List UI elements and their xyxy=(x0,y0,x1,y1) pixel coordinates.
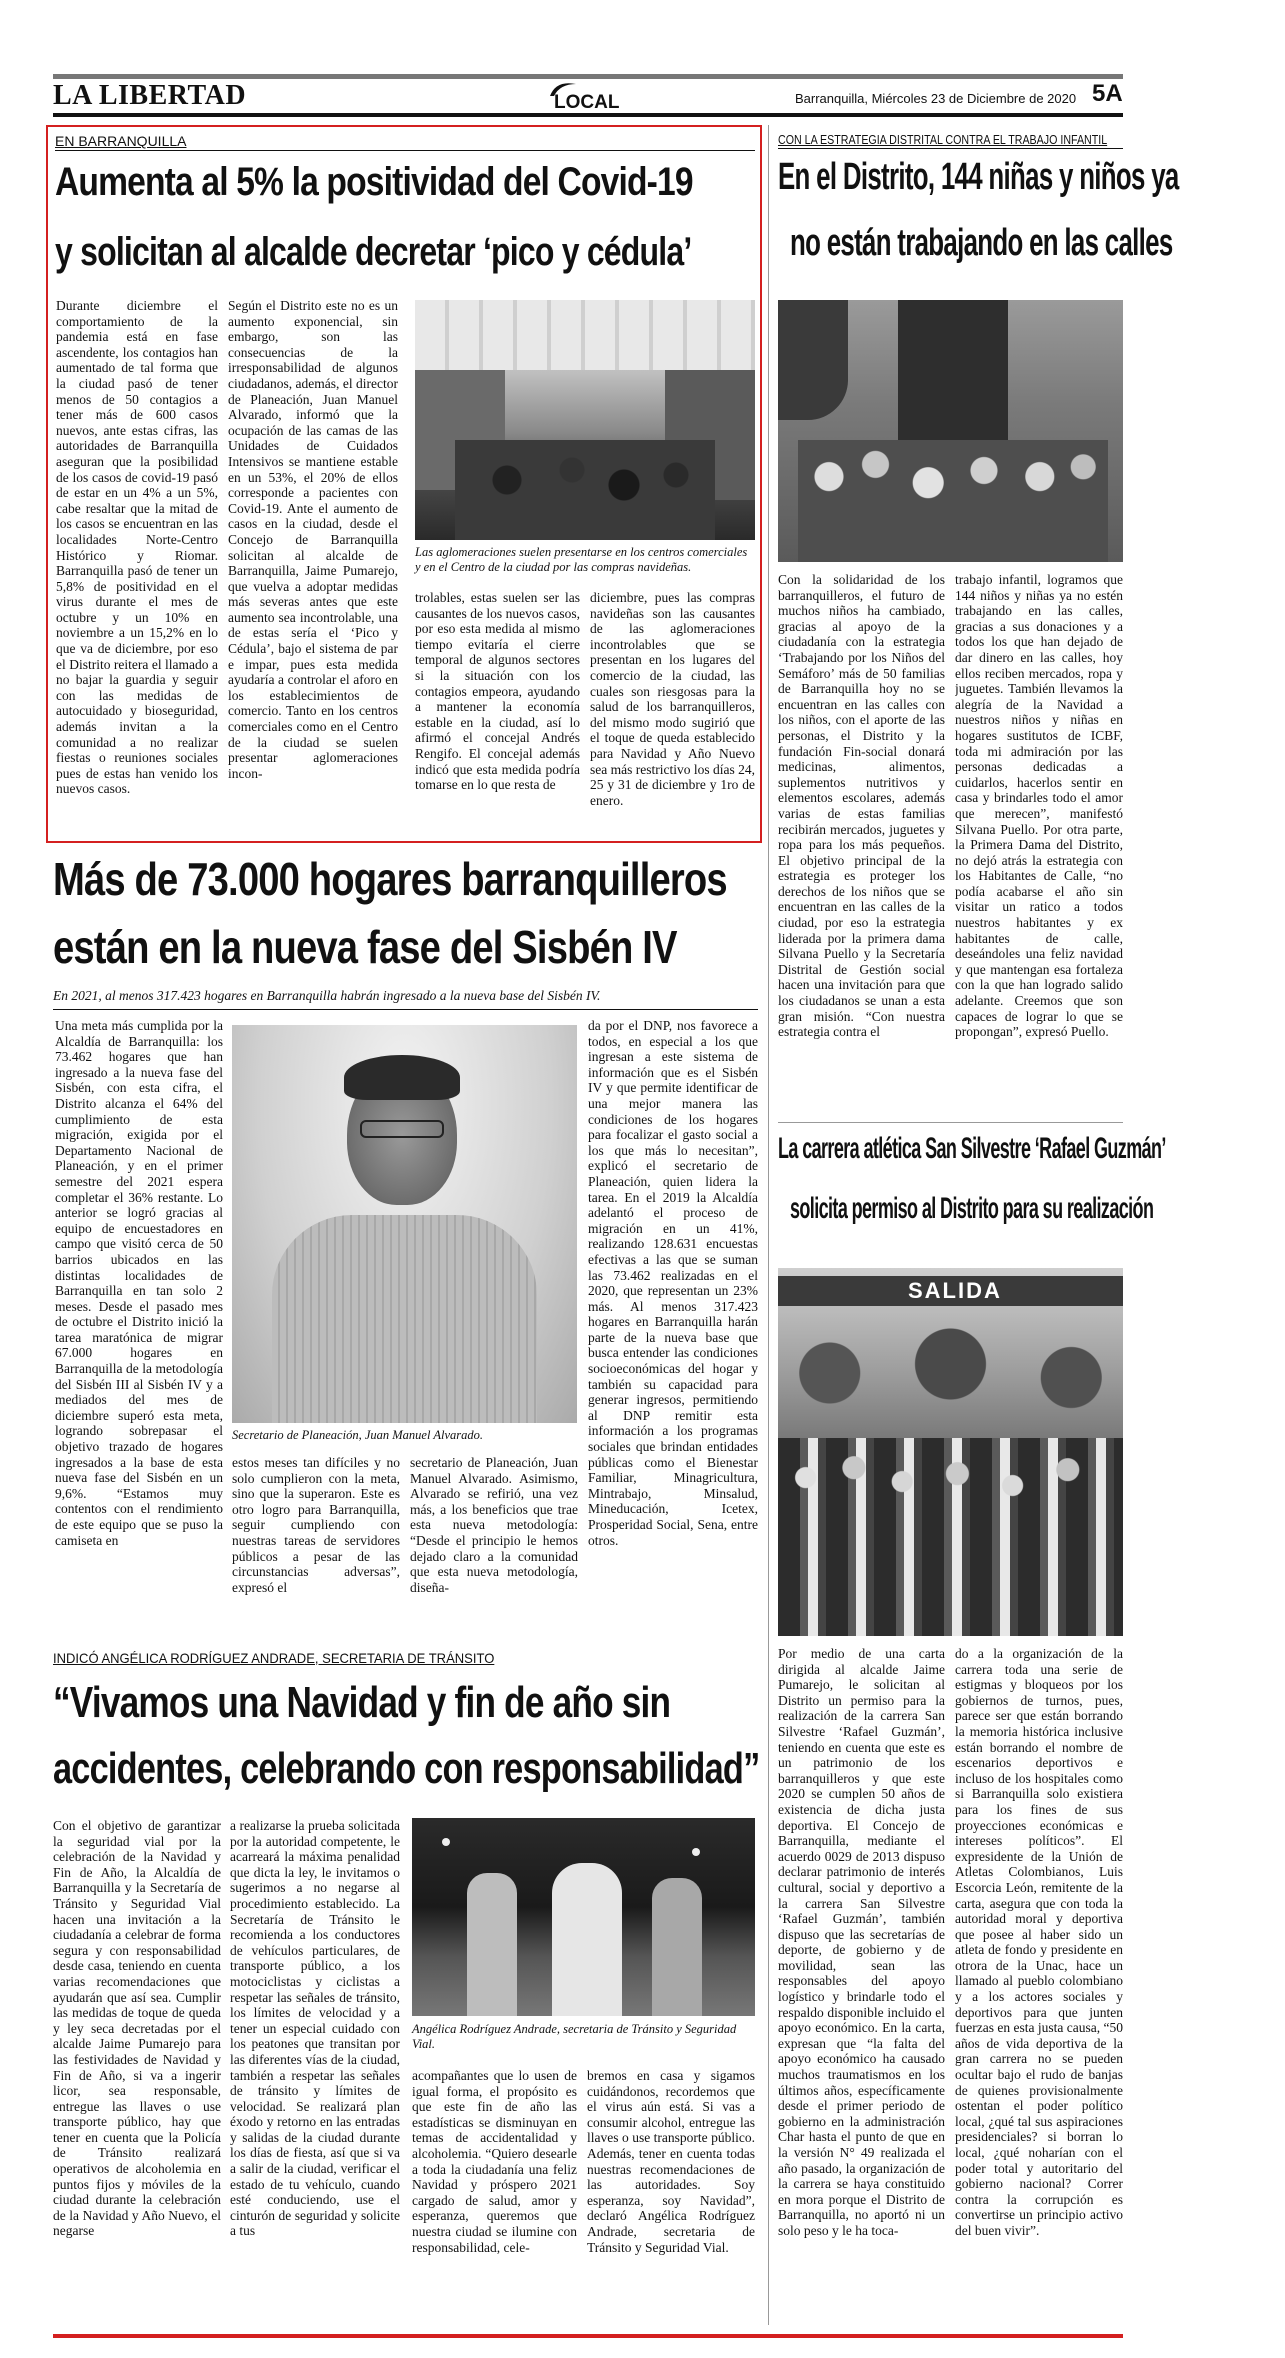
a2-column-2: estos meses tan difíciles y no solo cumplieron con la meta, sino que la superaron. Este es otro logro para Barranquilla, seguir cumpliendo con nuestras tareas de servidores públicos a pesar de las circunstancias adversas”, expresó el xyxy=(232,1455,400,1595)
a4-headline-line2: no están trabajando en las calles xyxy=(790,222,1173,264)
a1-column-4: diciembre, pues las compras navideñas son las causantes de las aglomeraciones incontrolables que se presentan en los lugares del comercio de la ciudad, las cuales son riesgosas para la salud de los barranquilleros, del mismo modo sugirió que el toque de queda establecido para Navidad y Año Nuevo sea más restrictivo los días 24, 25 y 31 de diciembre y 1ro de enero. xyxy=(590,590,755,808)
a5-top-rule xyxy=(778,1122,1123,1123)
a3-photo-light-right xyxy=(692,1848,700,1856)
page-number: 5A xyxy=(1092,80,1123,107)
a5-headline-line1: La carrera atlética San Silvestre ‘Rafael Guzmán’ xyxy=(778,1132,1166,1165)
a3-photo-light-left xyxy=(442,1838,450,1846)
a4-headline-line1: En el Distrito, 144 niñas y niños ya xyxy=(778,156,1179,198)
dateline: Barranquilla, Miércoles 23 de Diciembre de 2020 xyxy=(795,91,1077,106)
a4-column-2: trabajo infantil, logramos que 144 niños y niñas ya no estén trabajando en las calles, gracias a sus donaciones y a todos los que han dejado de dar dinero en las calles, hoy ellos reciben mercados, ropa y juguetes. También llevamos la alegría de la Navidad a nuestros niños y niñas en hogares sustitutos de ICBF, toda mi admiración por las personas dedicadas a cuidarlos, hacerlos sentir en casa y brindarles todo el amor que merecen”, manifestó Silvana Puello. Por otra parte, la Primera Dama del Distrito, no dejó atrás la estrategia con los Habitantes de Calle, “no podía acabarse el año sin visitar un ratico a todos nuestros habitantes y ex habitantes de calle, deseándoles una feliz navidad y que mantengan esa fortaleza con la que han logrado salido adelante. Creemos que son capaces de lograr lo que se propongan”, expresó Puello. xyxy=(955,572,1123,1040)
a5-headline-line2: solicita permiso al Distrito para su realización xyxy=(790,1192,1154,1225)
a3-photo-secretary xyxy=(552,1863,622,2016)
a3-kicker: INDICÓ ANGÉLICA RODRÍGUEZ ANDRADE, SECRETARIA DE TRÁNSITO xyxy=(53,1650,495,1666)
a2-photo-caption: Secretario de Planeación, Juan Manuel Alvarado. xyxy=(232,1428,483,1442)
a4-photo-people xyxy=(798,440,1108,562)
a1-photo-mall-crowd xyxy=(415,300,755,540)
a4-kicker-rule xyxy=(778,148,1123,149)
masthead-bottom-rule xyxy=(53,113,1123,117)
a3-photo-officer xyxy=(467,1873,517,2016)
column-divider xyxy=(768,125,769,2325)
a4-photo-children-group xyxy=(778,300,1123,562)
a5-photo-trees xyxy=(778,1328,1123,1418)
a1-headline-line1: Aumenta al 5% la positividad del Covid-19 xyxy=(55,160,693,204)
a4-photo-doorway xyxy=(898,300,1008,460)
a3-column-1: Con el objetivo de garantizar la seguridad vial por la celebración de la Navidad y Fin de Año, la Alcaldía de Barranquilla y la Secretaría de Tránsito y Seguridad Vial hacen una invitación a la ciudadanía a celebrar de forma segura y con responsabilidad desde casa, teniendo en cuenta varias recomendaciones que ayudarán que así sea. Cumplir las medidas de toque de queda y ley seca decretadas por el alcalde Jaime Pumarejo para las festividades de Navidad y Fin de Año, si va a ingerir licor, sea responsable, entregue las llaves o use transporte público, hay que tener en cuenta que la Policía de Tránsito realizará operativos de alcoholemia en puntos fijos y móviles de la ciudad durante la celebración de la Navidad y Año Nuevo, el negarse xyxy=(53,1818,221,2239)
a3-photo-officer-right xyxy=(652,1878,702,2016)
a5-photo-race-start xyxy=(778,1268,1123,1636)
footer-rule xyxy=(53,2334,1123,2338)
a2-column-4: da por el DNP, nos favorece a todos, en especial a los que ingresan a este sistema de información que es el Sisbén IV y que permite identificar de una mejor manera las condiciones de los hogares para focalizar el gasto social a los que más lo necesitan”, explicó el secretario de Planeación, quien lidera la tarea. En el 2019 la Alcaldía adelantó el proceso de migración en un 41%, realizando 128.631 encuestas efectivas a las que se suman las 73.462 realizadas en el 2020, que representan un 23% más. Al menos 317.423 hogares en Barranquilla harán parte de la nueva base que busca entender las condiciones socioeconómicas del hogar y también su capacidad para generar ingresos, permitiendo al DNP remitir esta información a los programas sociales que brindan entidades públicas como el Bienestar Familiar, Minagricultura, Mintrabajo, Minsalud, Mineducación, Icetex, Prosperidad Social, Sena, entre otros. xyxy=(588,1018,758,1548)
a1-photo-ceiling xyxy=(415,300,755,370)
a1-column-1: Durante diciembre el comportamiento de la pandemia está en fase ascendente, los contagios han aumentado de tal forma que la ciudad pasó de tener menos de 50 contagios a tener más de 600 casos nuevos, ante estas cifras, las autoridades de Barranquilla aseguran que la posibilidad de los casos de covid-19 pasó de estar en un 4% a un 5%, cabe resaltar que la mitad de los casos se encuentran en las localidades Norte-Centro Histórico y Riomar. Barranquilla pasó de tener un 5,8% de positividad en el virus durante el mes de octubre y un 10% en noviembre a un 15,2% en lo que va de diciembre, por eso el Distrito reitera el llamado a no bajar la guardia y seguir con las medidas de autocuidado y bioseguridad, además invitan a la comunidad a no realizar fiestas o reuniones sociales pues de estas han venido los nuevos casos. xyxy=(56,298,218,797)
a3-column-2: a realizarse la prueba solicitada por la autoridad competente, le acarreará la máxima penalidad que dicta la ley, le invitamos o sugerimos a no negarse al procedimiento establecido. La Secretaría de Tránsito le recomienda a los conductores de vehículos particulares, de transporte público, a los motociclistas y ciclistas a respetar las señales de tránsito, los límites de velocidad y a tener un especial cuidado con los peatones que transitan por las diferentes vías de la ciudad, también a respetar las señales de tránsito y límites de velocidad. Se realizará plan éxodo y retorno en las entradas y salidas de la ciudad durante los días de fiesta, así que si va a salir de la ciudad, verificar el estado de tu vehículo, cuando esté conduciendo, use el cinturón de seguridad y solicite a tus xyxy=(230,1818,400,2239)
a1-column-3: trolables, estas suelen ser las causantes de los nuevos casos, por eso esta medida al mismo tiempo evitaría el cierre temporal de algunos sectores si la situación con los contagios empeora, ayudando a mantener la economía estable en la ciudad, así lo afirmó el concejal Andrés Rengifo. El concejal además indicó que esta medida podría tomarse en lo que resta de xyxy=(415,590,580,793)
a2-deck: En 2021, al menos 317.423 hogares en Barranquilla habrán ingresado a la nueva base del Sisbén IV. xyxy=(53,988,601,1003)
a3-headline-line2: accidentes, celebrando con responsabilidad” xyxy=(53,1744,760,1793)
section-logo xyxy=(548,78,638,114)
a1-photo-caption: Las aglomeraciones suelen presentarse en los centros comerciales y en el Centro de la ciudad por las compras navideñas. xyxy=(415,545,748,574)
a4-kicker: CON LA ESTRATEGIA DISTRITAL CONTRA EL TRABAJO INFANTIL xyxy=(778,132,1108,147)
a3-column-4: bremos en casa y sigamos cuidándonos, recordemos que el virus aún está. Si vas a consumir alcohol, entregue las llaves o use transporte público. Además, tener en cuenta todas nuestras recomendaciones de las autoridades. Soy esperanza, soy Navidad”, declaró Angélica Rodríguez Andrade, secretaria de Tránsito y Seguridad Vial. xyxy=(587,2068,755,2255)
a2-headline-line1: Más de 73.000 hogares barranquilleros xyxy=(53,853,727,905)
a3-headline-line1: “Vivamos una Navidad y fin de año sin xyxy=(53,1678,671,1727)
a2-deck-rule xyxy=(53,1009,758,1010)
a5-column-1: Por medio de una carta dirigida al alcalde Jaime Pumarejo, le solicitan al Distrito un permiso para la realización de la carrera San Silvestre ‘Rafael Guzmán’, teniendo en cuenta que este es un patrimonio de los barranquilleros y que este 2020 se cumplen 50 años de existencia de dicha justa deportiva. El Concejo de Barranquilla, mediante el acuerdo 0029 de 2013 dispuso declarar patrimonio de interés cultural, social y deportivo a la carrera San Silvestre ‘Rafael Guzmán’, también dispuso que las secretarías de deporte, de gobierno y de movilidad, sean las responsables del apoyo logístico y brindarle todo el respaldo disponible incluido el apoyo económico. En la carta, expresan que “la falta del apoyo económico ha causado muchos traumatismos en los últimos años, específicamente desde el primer periodo de gobierno en la administración Char hasta el punto de que en la versión N° 49 realizada el año pasado, la organización de la carrera se haya constituido en mora porque el Distrito de Barranquilla, no aportó ni un solo peso y le ha toca- xyxy=(778,1646,945,2238)
paper-name: LA LIBERTAD xyxy=(53,80,247,111)
a3-photo-caption: Angélica Rodríguez Andrade, secretaria de Tránsito y Seguridad Vial. xyxy=(412,2022,737,2051)
a1-headline-line2: y solicitan al alcalde decretar ‘pico y cédula’ xyxy=(55,230,692,274)
a5-photo-runners xyxy=(778,1438,1123,1636)
section-name: LOCAL xyxy=(554,92,620,113)
a2-column-1: Una meta más cumplida por la Alcaldía de Barranquilla: los 73.462 hogares que han ingresado a la nueva fase del Sisbén, con esta cifra, el Distrito alcanza el 64% del cumplimiento de esta migración, exigida por el Departamento Nacional de Planeación, y en el primer semestre del 2021 espera completar el 36% restante. Lo anterior se logró gracias al equipo de encuestadores en campo que visitó cerca de 50 barrios ubicados en las distintas localidades de Barranquilla en tan solo 2 meses. Desde el pasado mes de octubre el Distrito inició la tarea maratónica de migrar 67.000 hogares en Barranquilla de la metodología del Sisbén III al Sisbén IV y a mediados del mes de diciembre superó esta meta, logrando sobrepasar el objetivo trazado de hogares ingresados a la base de esta nueva fase del Sisbén en un 9,6%. “Estamos muy contentos con el rendimiento de este equipo que se puso la camiseta en xyxy=(55,1018,223,1548)
a2-photo-hair xyxy=(344,1055,460,1100)
a1-kicker: EN BARRANQUILLA xyxy=(55,133,187,149)
a2-photo-portrait xyxy=(232,1025,577,1423)
a2-headline-line2: están en la nueva fase del Sisbén IV xyxy=(53,921,677,973)
a2-photo-glasses xyxy=(360,1120,444,1138)
a1-column-2: Según el Distrito este no es un aumento exponencial, sin embargo, son las consecuencias de la irresponsabilidad de algunos ciudadanos, además, el director de Planeación, Juan Manuel Alvarado, informó que la ocupación de las camas de las Unidades de Cuidados Intensivos se mantiene estable en un 53%, el 20% de ellos corresponde a pacientes con Covid-19. Ante el aumento de casos en la ciudad, desde el Concejo de Barranquilla solicitan al alcalde de Barranquilla, Jaime Pumarejo, que vuelva a adoptar medidas más severas antes que este aumento sea incontrolable, una de estas sería el ‘Pico y Cédula’, bajo el sistema de par e impar, pues esta medida ayudaría a controlar el aforo en los establecimientos de comercio. Tanto en los centros comerciales como en el Centro de la ciudad se suelen presentar aglomeraciones incon- xyxy=(228,298,398,781)
a4-photo-tree xyxy=(778,300,848,420)
a1-kicker-rule xyxy=(55,150,755,151)
a2-column-3: secretario de Planeación, Juan Manuel Alvarado. Asimismo, Alvarado se refirió, una vez más, a los beneficios que trae esta nueva metodología: “Desde el principio le hemos dejado claro a la comunidad que esta nueva metodología, diseña- xyxy=(410,1455,578,1595)
a1-photo-crowd xyxy=(455,440,715,540)
a2-photo-shirt xyxy=(272,1215,537,1423)
a3-column-3: acompañantes que lo usen de igual forma, el propósito es que este fin de año las estadísticas se disminuyan en temas de accidentalidad y alcoholemia. “Quiero desearle a toda la ciudadanía una feliz Navidad y próspero 2021 cargado de salud, amor y esperanza, queremos que nuestra ciudad se ilumine con responsabilidad, cele- xyxy=(412,2068,577,2255)
a5-column-2: do a la organización de la carrera toda una serie de estigmas y bloqueos por los gobiernos de turnos, pues, parece ser que están borrando la memoria histórica inclusive están borrando el nombre de escenarios deportivos e incluso de los hospitales como si Barranquilla solo existiera para los fines de sus proyecciones económicas e intereses políticos”. El expresidente de la Unión de Atletas Colombianos, Luis Escorcia León, remitente de la carta, asegura que con toda la autoridad moral y deportiva que posee al haber sido un atleta de fondo y presidente en otrora de la Unac, hace un llamado al pueblo colombiano y a los actores sociales y deportivos para que junten fuerzas en esta justa causa, “50 años de vida deportiva de la gran carrera no se pueden ocultar bajo el rudo de banjas de quienes provisionalmente ostentan el poder político local, ¿qué tal sus aspiraciones presidenciales? si borran lo local, ¿qué noharían con el poder total y autoritario del gobierno nacional? Correr contra la corrupción es convertirse un principio activo del buen vivir”. xyxy=(955,1646,1123,2238)
a4-column-1: Con la solidaridad de los barranquilleros, el futuro de muchos niños ha cambiado, gracias al apoyo de la ciudadanía con la estrategia ‘Trabajando por los Niños del Semáforo’ más de 50 familias de Barranquilla hoy no se encuentran en las calles con los niños, con el aporte de las personas, el Distrito y la fundación Fin-social donará medicinas, alimentos, suplementos nutritivos y elementos escolares, además varias de estas familias recibirán mercados, juguetes y ropa para los más pequeños. El objetivo principal de la estrategia es proteger los derechos de los niños que se encuentran en las calles de la ciudad, por eso la estrategia liderada por la primera dama Silvana Puello y la Secretaría Distrital de Gestión social hacen una invitación para que los ciudadanos se unan a esta gran misión. “Con nuestra estrategia contra el xyxy=(778,572,945,1040)
a5-start-banner-text: SALIDA xyxy=(908,1278,1002,1303)
a3-photo-traffic-secretary xyxy=(412,1818,755,2016)
